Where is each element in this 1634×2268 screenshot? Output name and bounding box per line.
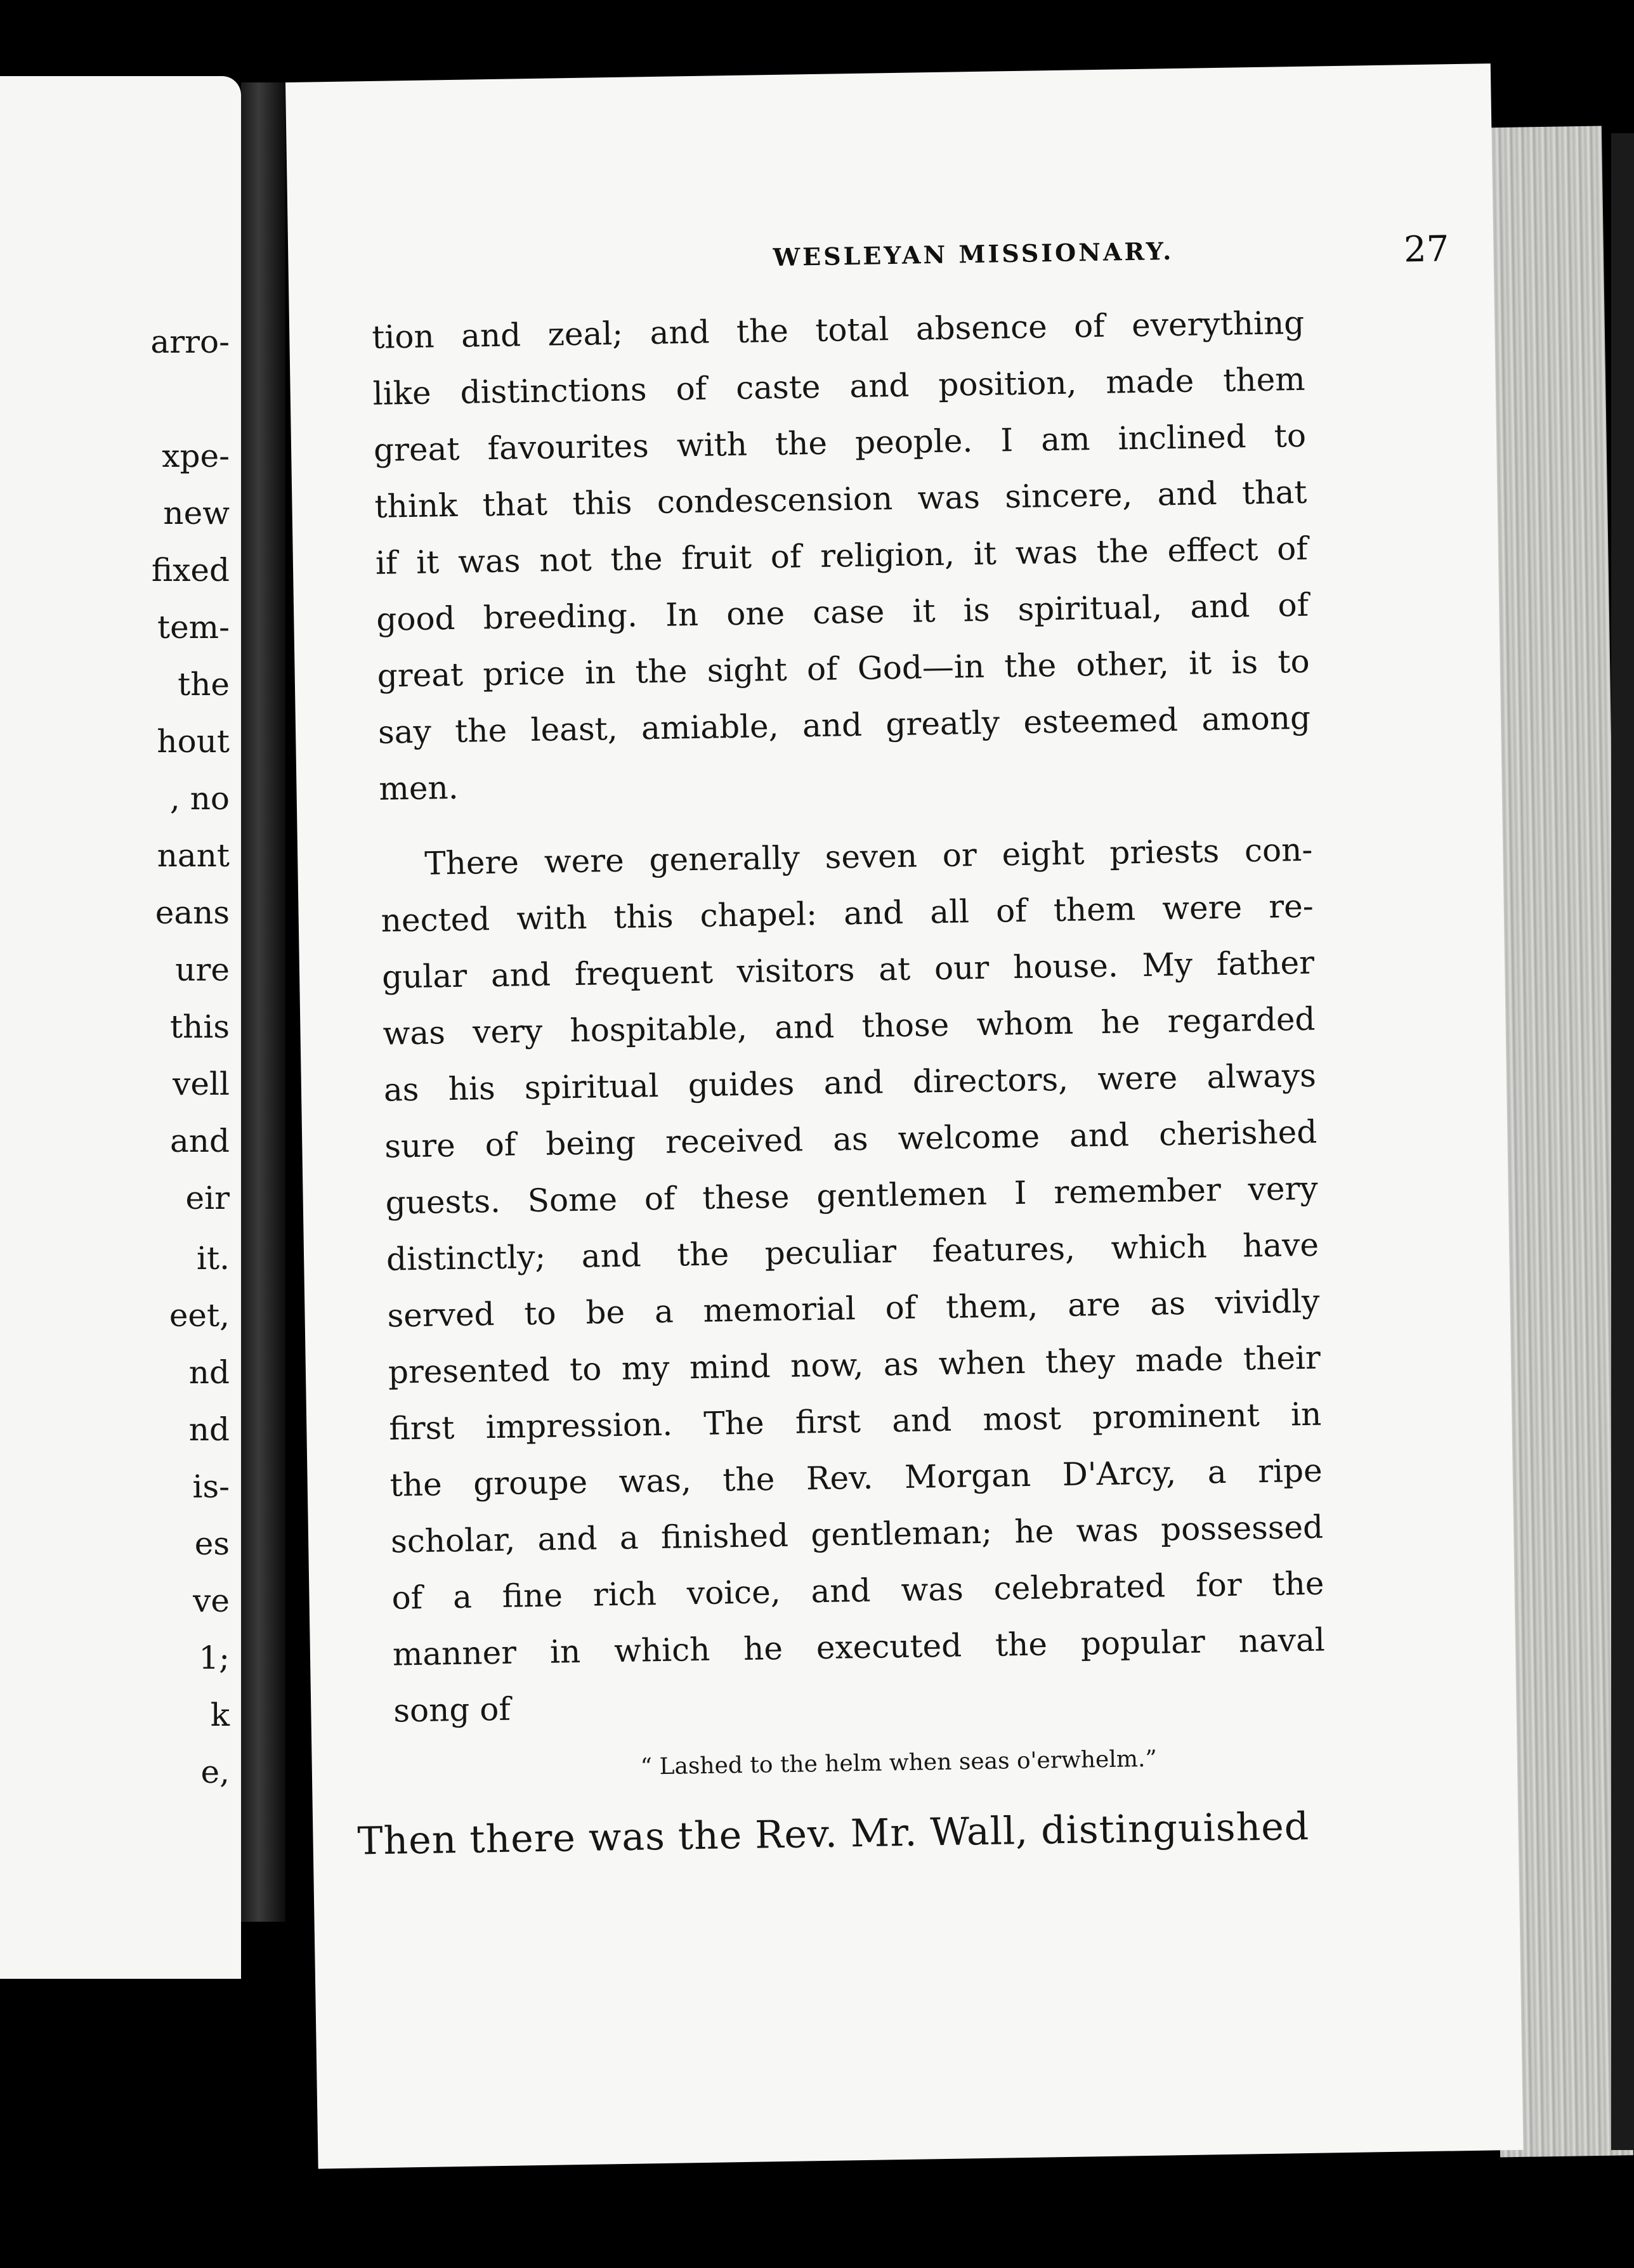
left-page-fragment: new: [163, 495, 230, 531]
catchline: Then there was the Rev. Mr. Wall, distinguished: [357, 1804, 1310, 1864]
left-page-fragment: xpe-: [162, 438, 230, 474]
text-line: think that this condescension was sincere, and that: [374, 473, 1307, 525]
left-page-fragment: nd: [188, 1354, 230, 1391]
left-page-fragment: nant: [157, 837, 230, 874]
left-page-fragment: it.: [197, 1240, 230, 1277]
text-line: manner in which he executed the popular naval: [392, 1621, 1326, 1673]
text-line: great price in the sight of God—in the other, it is to: [377, 642, 1310, 694]
page-number: 27: [1403, 228, 1449, 271]
page-edges-shadow: [1611, 133, 1634, 2150]
left-page-fragment: hout: [157, 723, 230, 760]
left-page-fragment: this: [170, 1008, 230, 1045]
running-head-title: WESLEYAN MISSIONARY.: [773, 237, 1174, 271]
left-page-fragment: eet,: [169, 1297, 230, 1334]
quoted-song-line: “ Lashed to the helm when seas o'erwhelm.”: [640, 1745, 1158, 1780]
text-line: first impression. The first and most prominent in: [388, 1395, 1322, 1447]
left-page-fragment: es: [194, 1525, 230, 1562]
text-line: was very hospitable, and those whom he regarded: [382, 1000, 1316, 1052]
left-page-fragment: tem-: [157, 609, 230, 646]
text-line: of a fine rich voice, and was celebrated for the: [391, 1565, 1324, 1617]
text-line: scholar, and a finished gentleman; he was possessed: [390, 1508, 1324, 1560]
book-gutter: [241, 82, 285, 1922]
text-line: the groupe was, the Rev. Morgan D'Arcy, a ripe: [389, 1452, 1323, 1504]
left-page-fragment: and: [169, 1123, 230, 1159]
text-line: like distinctions of caste and position, made them: [372, 360, 1306, 412]
text-line: sure of being received as welcome and cherished: [384, 1113, 1317, 1165]
left-page-fragment: arro-: [150, 323, 230, 360]
main-page: [285, 63, 1523, 2168]
text-line: distinctly; and the peculiar features, which have: [386, 1226, 1319, 1278]
running-head: [497, 228, 1449, 276]
left-page-fragment: is-: [192, 1468, 230, 1505]
text-line: guests. Some of these gentlemen I remember very: [385, 1170, 1319, 1222]
paragraph-2: [380, 822, 1326, 1740]
left-page-fragment: e,: [200, 1754, 230, 1790]
text-line: tion and zeal; and the total absence of everything: [371, 304, 1305, 356]
left-page-fragment: eans: [155, 894, 230, 931]
left-page-fragment: k: [210, 1697, 230, 1733]
left-page-fragment: the: [178, 666, 230, 703]
text-line: good breeding. In one case it is spiritual, and of: [376, 586, 1309, 638]
text-line: as his spiritual guides and directors, were always: [383, 1057, 1317, 1109]
paragraph-1: [372, 295, 1312, 818]
text-line: There were generally seven or eight priests con-: [424, 831, 1313, 882]
text-line: if it was not the fruit of religion, it was the effect of: [375, 530, 1309, 582]
text-line: say the least, amiable, and greatly esteemed among: [377, 699, 1311, 751]
text-line: men.: [379, 769, 459, 807]
left-page-fragment: fixed: [151, 552, 230, 589]
left-facing-page: [0, 76, 241, 1979]
text-line: gular and frequent visitors at our house. My father: [381, 944, 1315, 996]
text-line: song of: [393, 1690, 511, 1730]
text-line: presented to my mind now, as when they made their: [388, 1339, 1321, 1391]
body-text: [357, 295, 1328, 1867]
left-page-fragment: 1;: [199, 1639, 230, 1676]
left-page-fragment: eir: [185, 1180, 230, 1216]
left-page-fragment: ure: [175, 951, 230, 988]
left-page-fragment: ve: [193, 1582, 230, 1619]
text-line: served to be a memorial of them, are as vividly: [387, 1282, 1320, 1334]
text-line: nected with this chapel: and all of them were re-: [381, 887, 1314, 939]
left-page-fragment: vell: [173, 1066, 230, 1102]
text-line: great favourites with the people. I am inclined to: [373, 417, 1307, 469]
left-page-fragment: nd: [188, 1411, 230, 1448]
left-page-fragment: , no: [169, 780, 230, 817]
